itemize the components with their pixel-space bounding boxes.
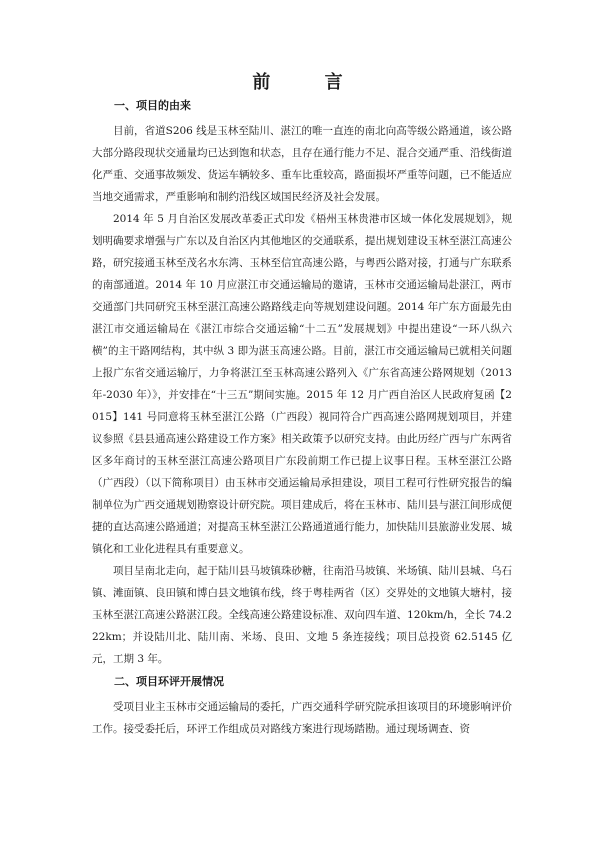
paragraph: 受项目业主玉林市交通运输局的委托，广西交通科学研究院承担该项目的环境影响评价工作。接受委托后，环评工作组成员对路线方案进行现场踏勘。通过现场调查、资 (92, 701, 512, 735)
section-project-origin (92, 98, 512, 670)
document-body (92, 98, 512, 740)
section-heading: 二、项目环评开展情况 (114, 675, 224, 688)
paragraph: 项目呈南北走向，起于陆川县马坡镇珠砂糖，往南沿马坡镇、米场镇、陆川县城、乌石镇、滩面镇、良田镇和博白县文地镇布线，终于粤桂两省（区）交界处的文地镇大塘村，接玉林至湛江高速公路湛江段。全线高速公路建设标准、双向四车道、120km/h，全长 74.222km；并设陆川北、陆川南、米场、良田、文地 5 条连接线；项目总投资 62.5145 亿元，工期 3 年。 (92, 565, 512, 665)
paragraph: 目前，省道S206 线是玉林至陆川、湛江的唯一直连的南北向高等级公路通道，该公路大部分路段现状交通量均已达到饱和状态，且存在通行能力不足、混合交通严重、沿线街道化严重、交通事故频发、货运车辆较多、重车比重较高，路面损坏严重等问题，已不能适应当地交通需求，严重影响和制约沿线区域国民经济及社会发展。 (92, 125, 512, 203)
section-eia-progress (92, 674, 512, 740)
page-title: 前 言 (252, 72, 367, 93)
section-heading: 一、项目的由来 (114, 99, 191, 112)
paragraph: 2014 年 5 月自治区发展改革委正式印发《梧州玉林贵港市区域一体化发展规划》，规划明确要求增强与广东以及自治区内其他地区的交通联系，提出规划建设玉林至湛江高速公路，研究接通玉林至茂名水东湾、玉林至信宜高速公路，与粤西公路对接，打通与广东联系的南部通道。2014 年 10 月应湛江市交通运输局的邀请，玉林市交通运输局赴湛江，两市交通部门共同研究玉林至湛江高速公路路线走向等规划建设问题。2014 年广东方面最先由湛江市交通运输局在《湛江市综合交通运输“十二五”发展规划》中提出建设“一环八纵六横”的主干路网结构，其中纵 3 即为湛玉高速公路。目前，湛江市交通运输局已就相关问题上报广东省交通运输厅，力争将湛江至玉林高速公路列入《广东省高速公路网规划（2013 年-2030 年）》，并安排在“十三五”期间实施。2015 年 12 月广西自治区人民政府复函【2015】141 号同意将玉林至湛江公路（广西段）视同符合广西高速公路网规划项目，并建议参照《县县通高速公路建设工作方案》相关政策予以研究支持。由此历经广西与广东两省区多年商讨的玉林至湛江高速公路项目广东段前期工作已提上议事日程。玉林至湛江公路（广西段）（以下简称项目）由玉林市交通运输局承担建设，项目工程可行性研究报告的编制单位为广西交通规划勘察设计研究院。项目建成后，将在玉林市、陆川县与湛江间形成便捷的直达高速公路通道；对提高玉林至湛江公路通道通行能力，加快陆川县旅游业发展、城镇化和工业化进程具有重要意义。 (92, 213, 512, 555)
